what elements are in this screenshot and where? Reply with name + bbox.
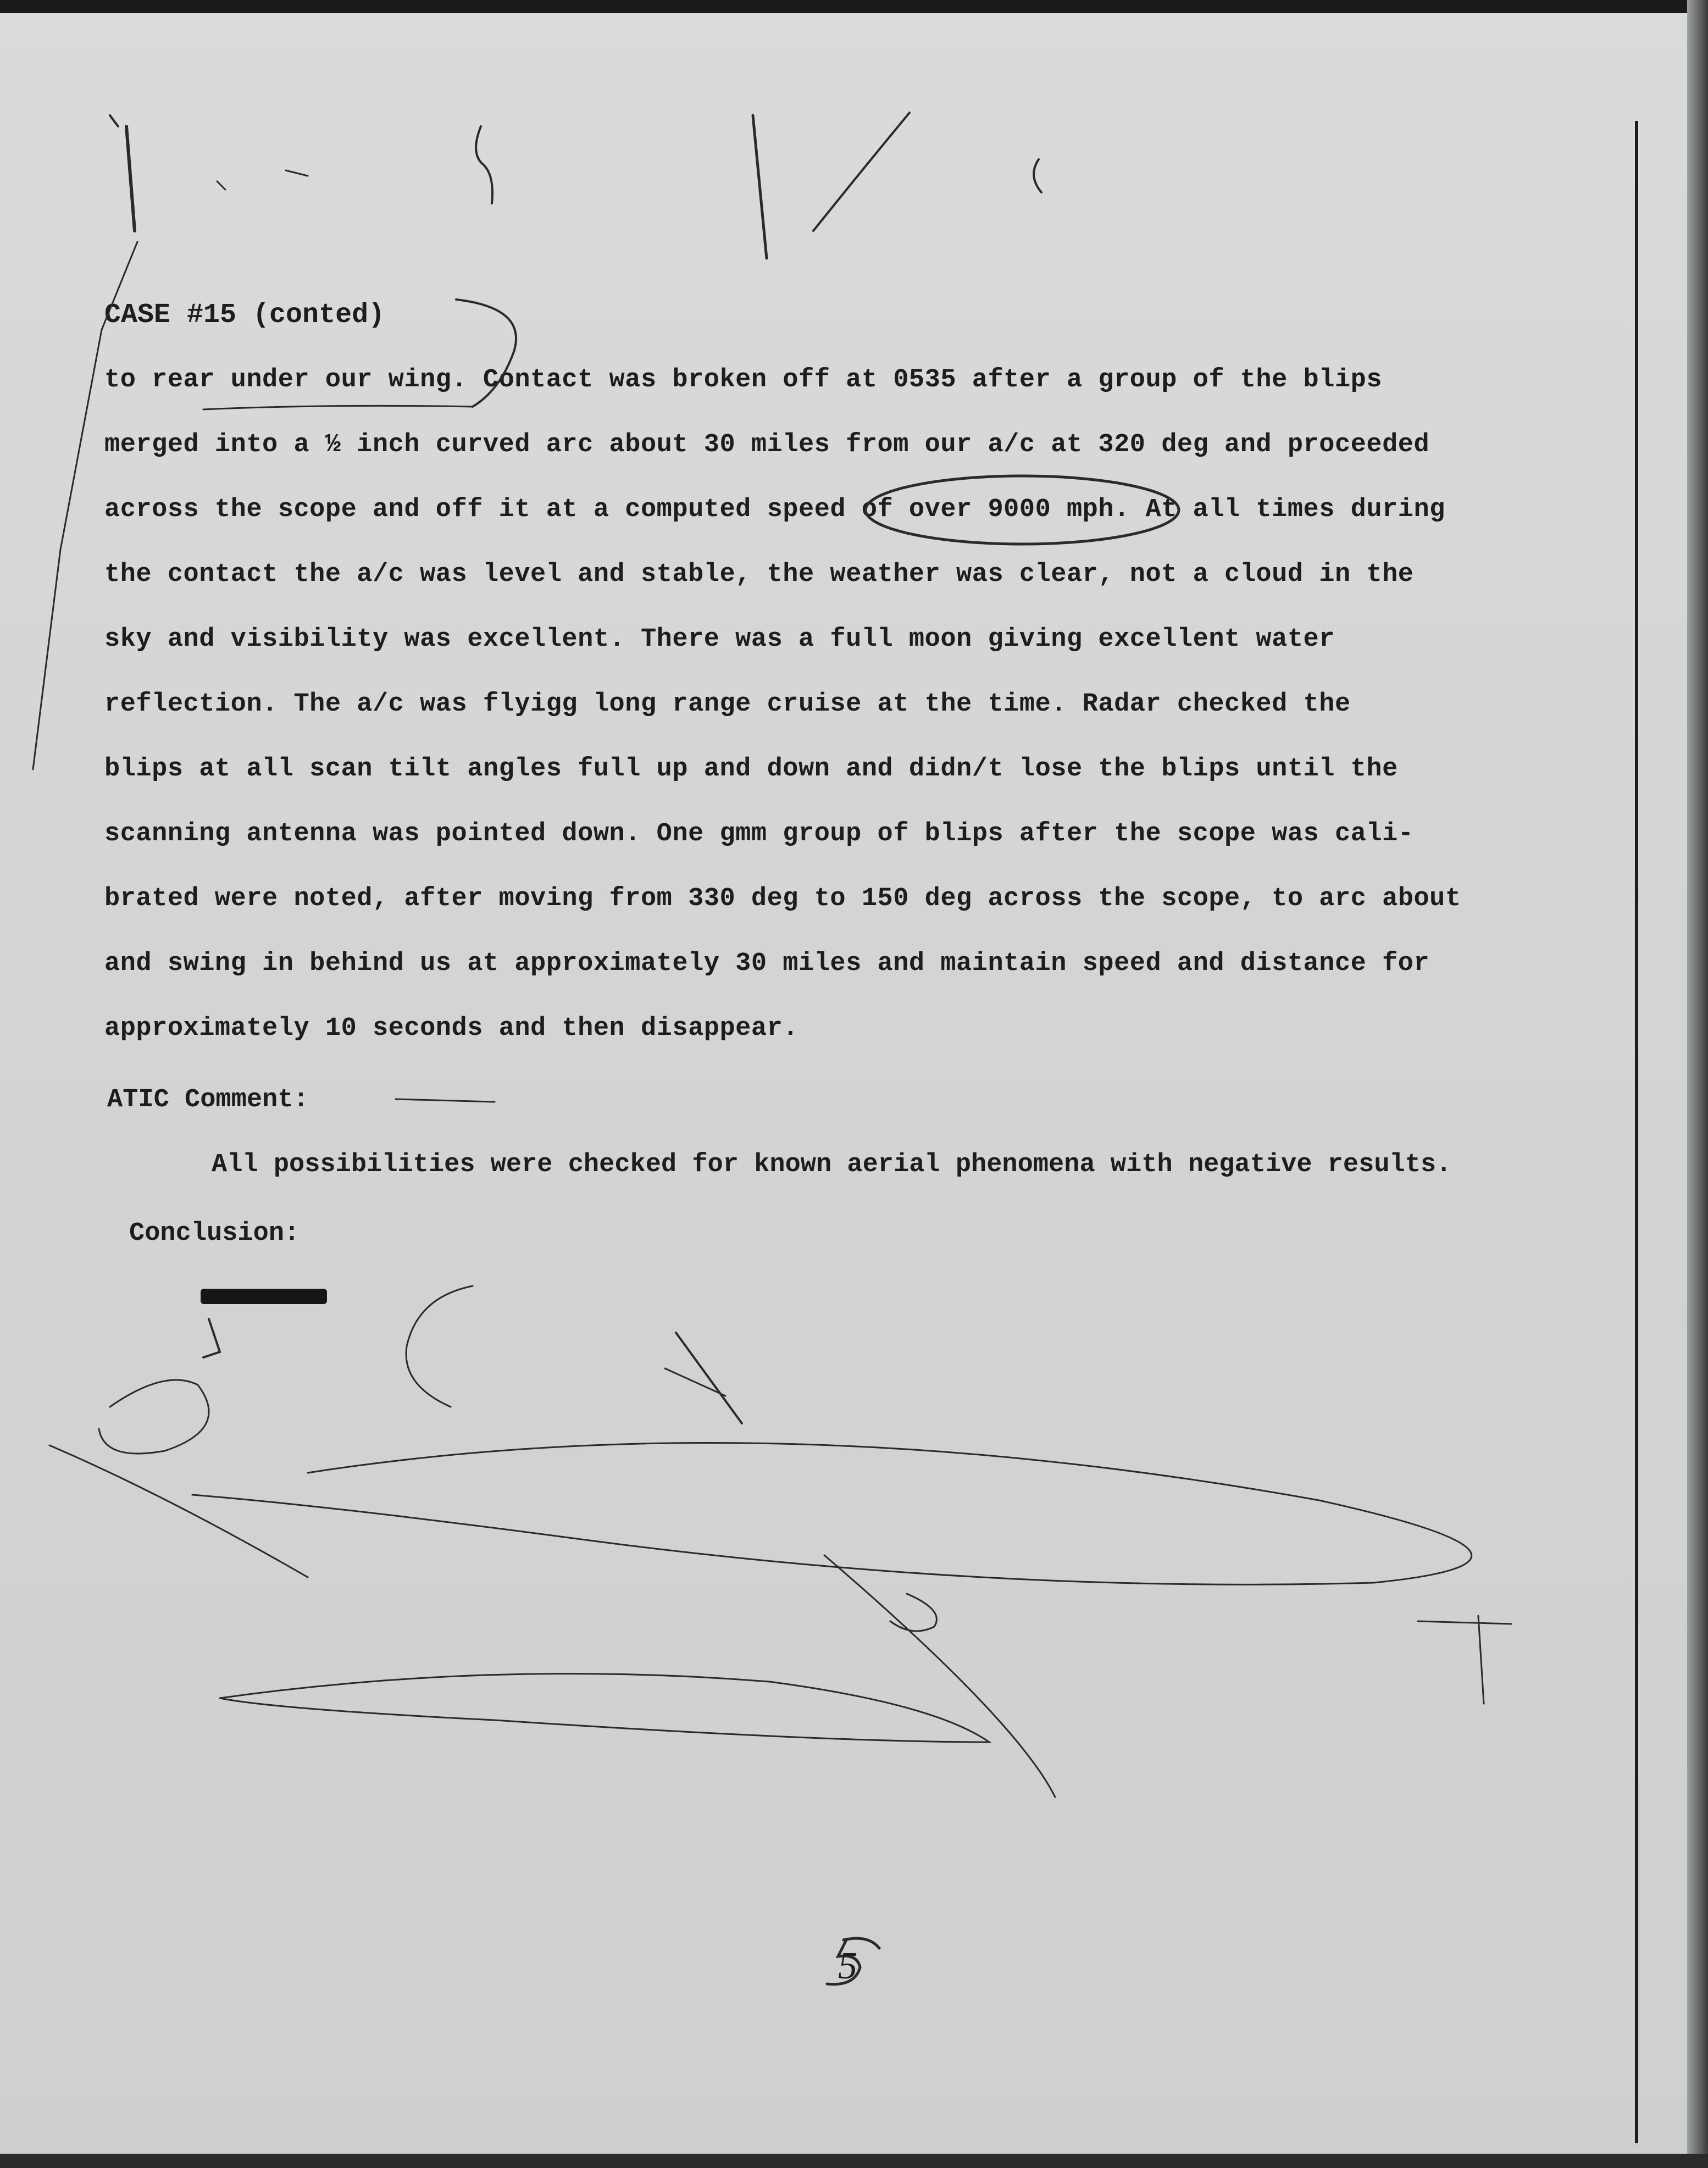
body-line: sky and visibility was excellent. There was a full moon giving excellent water xyxy=(104,625,1335,654)
body-line: brated were noted, after moving from 330 deg to 150 deg across the scope, to arc about xyxy=(104,884,1461,913)
body-line: approximately 10 seconds and then disappear. xyxy=(104,1014,799,1043)
body-line: across the scope and off it at a computed speed of over 9000 mph. At all times during xyxy=(104,495,1445,524)
body-line: blips at all scan tilt angles full up and down and didn/t lose the blips until the xyxy=(104,755,1398,784)
atic-comment-heading: ATIC Comment: xyxy=(107,1085,309,1115)
atic-comment-text: All possibilities were checked for known aerial phenomena with negative results. xyxy=(212,1150,1452,1179)
case-header: CASE #15 (conted) xyxy=(104,300,385,331)
body-line: the contact the a/c was level and stable, the weather was clear, not a cloud in the xyxy=(104,560,1414,589)
conclusion-heading: Conclusion: xyxy=(129,1219,300,1248)
page-number: 5 xyxy=(838,1945,857,1987)
body-line: to rear under our wing. Contact was broken off at 0535 after a group of the blips xyxy=(104,365,1383,395)
body-line: and swing in behind us at approximately 30 miles and maintain speed and distance for xyxy=(104,949,1430,978)
body-line: reflection. The a/c was flyigg long range cruise at the time. Radar checked the xyxy=(104,690,1351,719)
body-line: merged into a ½ inch curved arc about 30 miles from our a/c at 320 deg and proceeded xyxy=(104,430,1430,459)
body-line: scanning antenna was pointed down. One gmm group of blips after the scope was cali- xyxy=(104,819,1414,849)
